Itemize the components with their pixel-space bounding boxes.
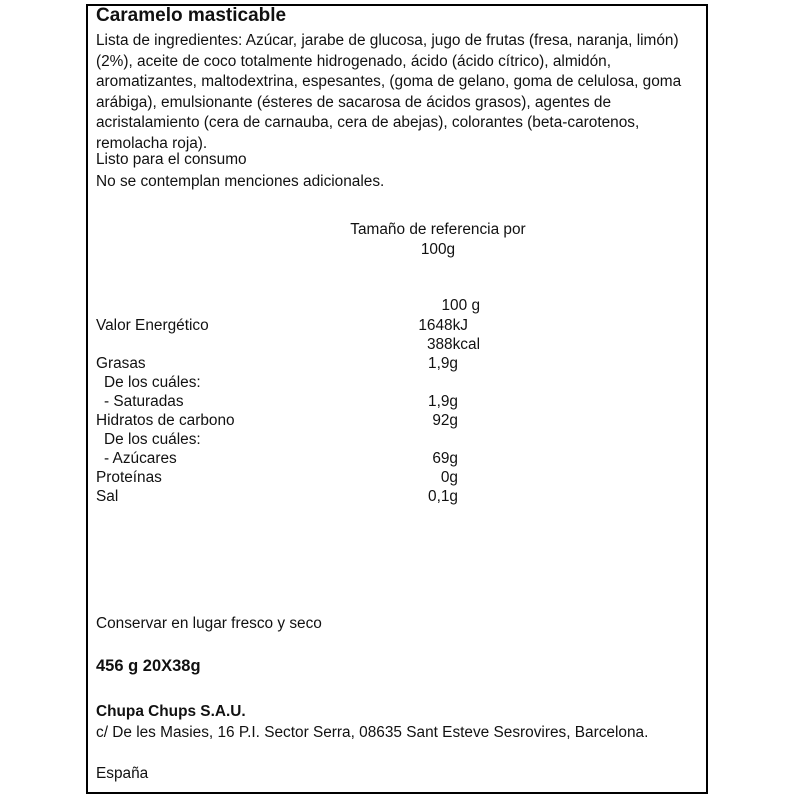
country-of-origin: España: [96, 765, 149, 782]
nutrient-label: De los cuáles:: [104, 431, 201, 448]
product-title: Caramelo masticable: [96, 5, 287, 26]
nutrient-value: 0,1g: [428, 488, 458, 505]
nutrient-label: De los cuáles:: [104, 374, 201, 391]
manufacturer-address: c/ De les Masies, 16 P.I. Sector Serra, 08635 Sant Esteve Sesrovires, Barcelona.: [96, 724, 649, 741]
nutrient-label: Valor Energético: [96, 317, 209, 334]
nutrient-value: 0g: [440, 469, 458, 486]
nutrient-value: 69g: [432, 450, 458, 467]
nutrition-reference-header: Tamaño de referencia por: [350, 221, 526, 238]
nutrition-column-header: 100 g: [441, 297, 480, 314]
storage-instructions: Conservar en lugar fresco y seco: [96, 615, 322, 632]
nutrient-label: - Saturadas: [104, 393, 184, 410]
nutrient-label: Grasas: [96, 355, 146, 372]
nutrient-value: 1,9g: [428, 393, 458, 410]
additional-mentions-note: No se contemplan menciones adicionales.: [96, 173, 385, 190]
nutrient-value: 1648kJ: [418, 317, 468, 334]
ready-to-eat-note: Listo para el consumo: [96, 151, 247, 168]
nutrient-label: Proteínas: [96, 469, 162, 486]
ingredients-list: Lista de ingredientes: Azúcar, jarabe de glucosa, jugo de frutas (fresa, naranja, limón) (2%), aceite de coco totalmente hidrogenado, ácido (ácido cítrico), almidón, aromatizantes, maltodextrina, espesantes, (goma de gelano, goma de celulosa, goma arábiga), emulsionante (ésteres de sacarosa de ácidos grasos), agentes de acristalamiento (cera de carnauba, cera de abejas), colorantes (beta-carotenos, remolacha roja).: [96, 32, 682, 152]
manufacturer-name: Chupa Chups S.A.U.: [96, 703, 246, 720]
nutrition-reference-amount: 100g: [420, 241, 456, 258]
nutrient-label: - Azúcares: [104, 450, 177, 467]
nutrient-label: Hidratos de carbono: [96, 412, 235, 429]
nutrient-value: 92g: [432, 412, 458, 429]
nutrient-value: 1,9g: [428, 355, 458, 372]
nutrient-label: Sal: [96, 488, 119, 505]
nutrient-value: 388kcal: [426, 336, 480, 353]
net-weight: 456 g 20X38g: [96, 657, 201, 675]
